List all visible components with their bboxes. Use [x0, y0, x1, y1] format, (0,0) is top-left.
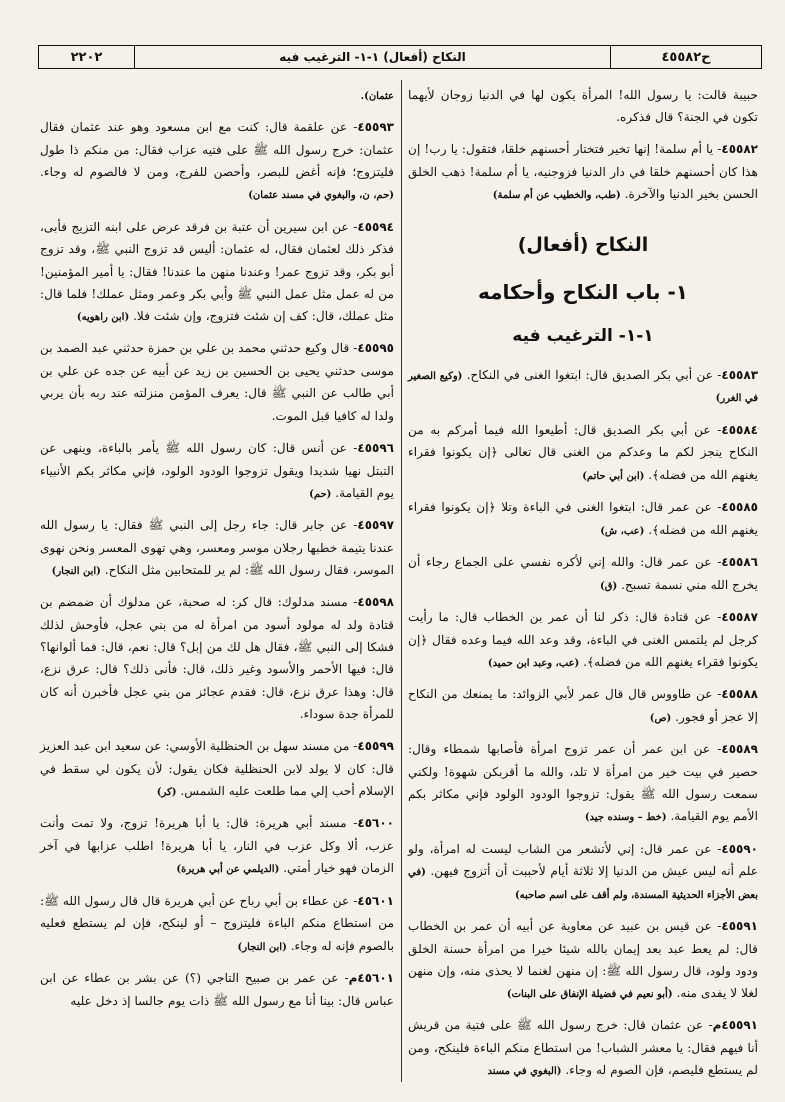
hadith-entry: [408, 683, 758, 728]
hadith-entry: [408, 838, 758, 905]
hadith-entry: [40, 337, 394, 426]
entry-text: - عن ابن عمر أن عمر تزوج امرأة فأصابها شمطاء وقال: حصير في بيت خير من امرأة لا تلد، والله ما أقربكن شهوة! ولكني سمعت رسول الله ﷺ يقول: تزوجوا الودود الولود فإني مكاثر بكم الأمم يوم القيامة.: [408, 742, 758, 824]
running-header: [38, 45, 762, 69]
entry-text: - عن عثمان قال: خرج رسول الله ﷺ على فتية من قريش أنا فيهم فقال: يا معشر الشباب! من استطاع منكم الباءة فلينكح، ومن لم يستطع فليصم، فإن الصوم له وجاء.: [408, 1018, 758, 1078]
entry-text: - عن علقمة قال: كنت مع ابن مسعود وهو عند عثمان فقال عثمان: خرج رسول الله ﷺ على فتيه عزاب فقال: من منكم ذا طول فليتزوج؛ فإنه أغض للبصر، وأحصن للفرج، ومن لا فالصوم له وجاء.: [40, 120, 394, 180]
entry-source: (أبو نعيم في فضيلة الإنفاق على البنات): [506, 989, 673, 1001]
entry-number: ٤٥٥٨٤: [721, 422, 758, 437]
entry-source: (حم، ن، والبغوي في مسند عثمان): [248, 190, 394, 202]
hadith-entry: [40, 116, 394, 205]
right-column: [408, 84, 758, 1092]
entry-text: - عن أبي بكر الصديق قال: ابتغوا الغنى في النكاح.: [466, 367, 722, 382]
hadith-entry: [40, 735, 394, 802]
entry-text: - عن عمر قال: ابتغوا الغنى في الباءة وتلا ﴿إن يكونوا فقراء يغنهم الله من فضله﴾.: [408, 499, 758, 537]
entry-number: ٤٥٥٨٨: [721, 687, 758, 702]
hadith-entry: [40, 967, 394, 1012]
entry-number: ٤٥٦٠١: [357, 893, 394, 908]
entry-text: - عن عمر بن صبيح التاجي (؟) عن بشر بن عطاء عن ابن عباس قال: بينا أنا مع رسول الله ﷺ ذات يوم جالسا إذ دخل عليه: [40, 970, 394, 1008]
hadith-entry: [408, 606, 758, 673]
entry-source: (ابن النجار): [237, 941, 287, 953]
entry-number: ٤٥٥٨٩: [721, 742, 758, 757]
section-heading: ١-١- الترغيب فيه: [512, 325, 654, 346]
entry-number: ٤٥٥٨٦: [721, 554, 758, 569]
entry-text: - عن عطاء بن أبي رباح عن أبي هريرة قال قال رسول الله ﷺ: من استطاع منكم الباءة فليتزوج – أو لينكح، فإن لم يستطع فعليه بالصوم فإنه له وجاء.: [40, 893, 394, 953]
page-number: ٢٢٠٢: [39, 46, 135, 68]
entry-number: ٤٥٦٠٠: [357, 816, 394, 831]
entry-text: - عن ابن سيرين أن عتبة بن فرقد عرض على ابنه التزيج فأبى، فذكر ذلك لعثمان فقال، له عثمان: أليس قد تزوج النبي ﷺ، وقد تزوج أبو بكر، وقد تزوج عمر! وعندنا منهن ما عندنا! فقال: يا أمير المؤمنين! من له عمل مثل عمل النبي ﷺ وأبي بكر وعمر ومثل عملك! فلما قال: مثل عملك، قال: كف إن شئت فتزوج، وإن شئت فلا.: [40, 219, 394, 324]
entry-source: (وكيع الصغير في الغرر): [408, 370, 758, 405]
entry-source: (حم): [309, 488, 332, 500]
hadith-entry: [408, 364, 758, 409]
entry-number: ٤٥٥٩١: [721, 918, 758, 933]
entry-source: (ابن راهويه): [76, 312, 130, 324]
hadith-entry: [40, 514, 394, 581]
entry-source: (خط – وسنده جيد): [584, 812, 667, 824]
hadith-entry: [408, 738, 758, 827]
entry-number: ٤٥٥٩١م: [712, 1018, 758, 1033]
entry-text: - يا أم سلمة! إنها تخير فتختار أحسنهم خلقا، فتقول: يا رب! إن هذا كان أحسنهم خلقا في دار الدنيا فزوجنيه، يا أم سلمة! ذهب الخلق الحسن بخير الدنيا والآخرة.: [408, 142, 758, 202]
entry-number: ٤٥٦٠١م: [348, 970, 394, 985]
hadith-entry: [40, 812, 394, 879]
entry-number: ٤٥٥٩٤: [357, 219, 394, 234]
hadith-entry: [408, 138, 758, 205]
hadith-entry: [40, 216, 394, 328]
entry-continuation: [40, 84, 394, 106]
entry-text: - عن جابر قال: جاء رجل إلى النبي ﷺ فقال: يا رسول الله عندنا يتيمة خطبها رجلان موسر ومعسر، وهي تهوى المعسر ونحن نهوى الموسر، فقال رسول الله ﷺ: لم ير للمتحابين مثل النكاح.: [40, 517, 394, 577]
entry-source: (ص): [649, 712, 672, 724]
entry-number: ٤٥٥٩٧: [357, 517, 394, 532]
entry-source: (ق): [599, 580, 618, 592]
entry-number: ٤٥٥٨٣: [721, 367, 759, 382]
entry-number: ٤٥٥٩٦: [357, 440, 394, 455]
entry-source: (ابن أبي حاتم): [582, 470, 645, 482]
entry-text: - عن أبي بكر الصديق قال: أطيعوا الله فيما أمركم به من النكاح ينجز لكم ما وعدكم من الغنى قال تعالى ﴿إن يكونوا فقراء يغنهم الله من فضله﴾.: [408, 422, 758, 482]
entry-source: (الديلمي عن أبي هريرة): [176, 864, 280, 876]
entry-number: ٤٥٥٩٩: [357, 739, 394, 754]
entry-source: (عب، وعبد ابن حميد): [487, 657, 580, 669]
entry-continuation: حبيبة قالت: يا رسول الله! المرأة يكون لها في الدنيا زوجان لأيهما تكون في الجنة؟ قال فذكره.: [408, 88, 758, 125]
entry-source: عثمان).: [360, 91, 394, 102]
entry-source: (كر): [156, 787, 177, 799]
entry-number: ٤٥٥٨٢: [721, 142, 758, 157]
left-column: [40, 84, 394, 1092]
entry-source: (طب، والخطيب عن أم سلمة): [492, 190, 621, 202]
entry-number: ٤٥٥٩٠: [721, 841, 758, 856]
hadith-entry: [40, 437, 394, 504]
running-title: النكاح (أفعال) ١-١- الترغيب فيه: [135, 46, 611, 68]
hadith-entry: [40, 591, 394, 725]
entry-text: - عن قيس بن عبيد عن معاوية عن أبيه أن عمر بن الخطاب قال: لم يعط عبد بعد إيمان بالله شيئا خيرا من امرأة حسنة الخلق ودود ولود، قال رسول الله ﷺ: إن منهن لغنما لا يحذى منه، وإن منهن لغلا لا يفدى منه.: [408, 918, 758, 1001]
entry-reference: ح٤٥٥٨٢: [661, 49, 711, 65]
entry-number: ٤٥٥٩٣: [357, 120, 394, 135]
entry-text: - مسند أبي هريرة: قال: يا أبا هريرة! تزوج، ولا تمت وأنت عزب، ألا وكل عزب في النار، يا أبا هريرة! اطلب عزابها في آخر الزمان فهو خيار أمتي.: [40, 816, 394, 876]
hadith-entry: [408, 1014, 758, 1081]
hadith-entry: [408, 915, 758, 1004]
hadith-entry: [408, 496, 758, 541]
entry-text: - عن قتادة قال: ذكر لنا أن عمر بن الخطاب قال: ما رأيت كرجل لم يلتمس الغنى في الباءة، وقد وعد الله فيما وعده فقال ﴿إن يكونوا فقراء يغنهم الله من فضله﴾.: [408, 609, 758, 669]
entry-text: - عن عمر قال: والله إني لأكره نفسي على الجماع رجاء أن يخرج الله مني نسمة تسبح.: [408, 554, 758, 592]
entry-source: (البغوي في مسند: [487, 1066, 562, 1078]
entry-source: (في بعض الأجزاء الحديثية المسندة، ولم أقف على اسم صاحبه): [408, 867, 758, 901]
entry-number: ٤٥٥٩٨: [357, 595, 394, 610]
entry-number: ٤٥٥٨٥: [721, 499, 758, 514]
entry-text: - عن عمر قال: إني لأتشعر من الشاب ليست له امرأة، ولو علم أنه ليس عيش من الدنيا إلا ثلاثة أيام لأحببت أن أتزوج فيهن.: [408, 841, 758, 879]
entry-source: (ابن النجار): [51, 565, 101, 577]
entry-source: (عب، ش): [600, 525, 645, 537]
hadith-entry: [40, 890, 394, 957]
entry-text: - قال وكيع حدثني محمد بن علي بن حمزة حدثني عبد الصمد بن موسى حدثني يحيى بن الحسين بن زيد عن أبيه عن جده عن علي بن أبي طالب عن النبي ﷺ قال: يعرف المؤمن منزلته عند ربه بأن يربي ولدا له كافيا قبل الموت.: [40, 341, 394, 423]
entry-text: - عن أنس قال: كان رسول الله ﷺ يأمر بالباءة، وينهى عن التبتل نهيا شديدا ويقول تزوجوا الودود الولود، فإني مكاثر بكم الأنبياء يوم القيامة.: [40, 440, 394, 500]
chapter-heading: ١- باب النكاح وأحكامه: [478, 280, 688, 305]
book-heading: النكاح (أفعال): [517, 233, 649, 256]
entry-text: - عن طاووس قال قال عمر لأبي الزوائد: ما يمنعك من النكاح إلا عجز أو فجور.: [408, 687, 758, 724]
hadith-entry: [408, 419, 758, 486]
column-divider: [401, 80, 402, 1082]
hadith-entry: [408, 551, 758, 596]
entry-text: - من مسند سهل بن الحنظلية الأوسي: عن سعيد ابن عبد العزيز قال: كان لا يولد لابن الحنظلية فكان يقول: لأن يكون لي سقط في الإسلام أحب إلي مما طلعت عليه الشمس.: [40, 739, 394, 799]
entry-number: ٤٥٥٨٧: [721, 609, 758, 624]
entry-text: - مسند مدلوك: قال كر: له صحبة، عن مدلوك أن ضمضم بن قتادة ولد له مولود أسود من امرأة له من بني عجل، فأوحش لذلك فشكا إلى النبي ﷺ، فقال هل لك من إبل؟ قال: نعم، قال: فما ألوانها؟ قال: فيها الأحمر والأسود وغير ذلك، قال: فأنى ذلك؟ قال: عرق نزع، قال: وهذا عرق نزع، قال: فقدم عجائز من بني عجل فأخبرن أنه كان للمرأة جدة سوداء.: [40, 595, 394, 721]
entry-number: ٤٥٥٩٥: [357, 341, 394, 356]
